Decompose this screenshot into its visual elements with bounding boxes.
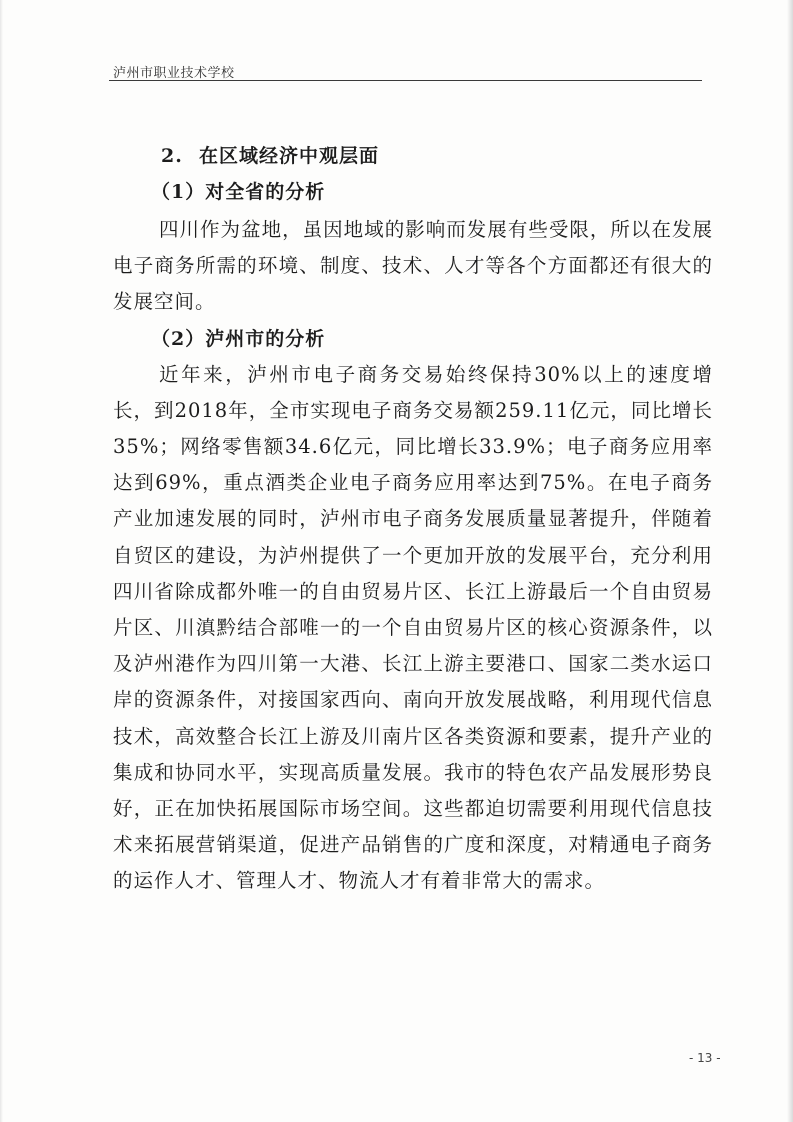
subsection-heading-luzhou: （2）泸州市的分析 — [151, 327, 326, 350]
subsection-heading-province: （1）对全省的分析 — [151, 181, 326, 203]
running-header: 泸州市职业技术学校 — [113, 66, 235, 81]
main-content — [113, 138, 713, 900]
section-number: 2. — [161, 145, 183, 167]
paragraph-province: 四川作为盆地，虽因地域的影响而发展有些受限，所以在发展电子商务所需的环境、制度、技术、人才等各个方面都还有很大的发展空间。 — [113, 218, 713, 314]
section-title: 在区域经济中观层面 — [199, 145, 380, 167]
header-rule — [109, 80, 702, 81]
section-heading — [161, 138, 713, 174]
scan-edge-left — [0, 0, 3, 1122]
paragraph-luzhou: 近年来，泸州市电子商务交易始终保持30%以上的速度增长，到2018年，全市实现电子商务交易额259.11亿元，同比增长35%；网络零售额34.6亿元，同比增长33.9%；电子商务应用率达到69%，重点酒类企业电子商务应用率达到75%。在电子商务产业加速发展的同时，泸州市电子商务发展质量显著提升，伴随着自贸区的建设，为泸州提供了一个更加开放的发展平台，充分利用四川省除成都外唯一的自由贸易片区、长江上游最后一个自由贸易片区、川滇黔结合部唯一的一个自由贸易片区的核心资源条件，以及泸州港作为四川第一大港、长江上游主要港口、国家二类水运口岸的资源条件，对接国家西向、南向开放发展战略，利用现代信息技术，高效整合长江上游及川南片区各类资源和要素，提升产业的集成和协同水平，实现高质量发展。我市的特色农产品发展形势良好，正在加快拓展国际市场空间。这些都迫切需要利用现代信息技术来拓展营销渠道，促进产品销售的广度和深度，对精通电子商务的运作人才、管理人才、物流人才有着非常大的需求。 — [113, 362, 713, 893]
scan-edge-right — [787, 0, 793, 1122]
page-number: - 13 - — [689, 1051, 721, 1065]
